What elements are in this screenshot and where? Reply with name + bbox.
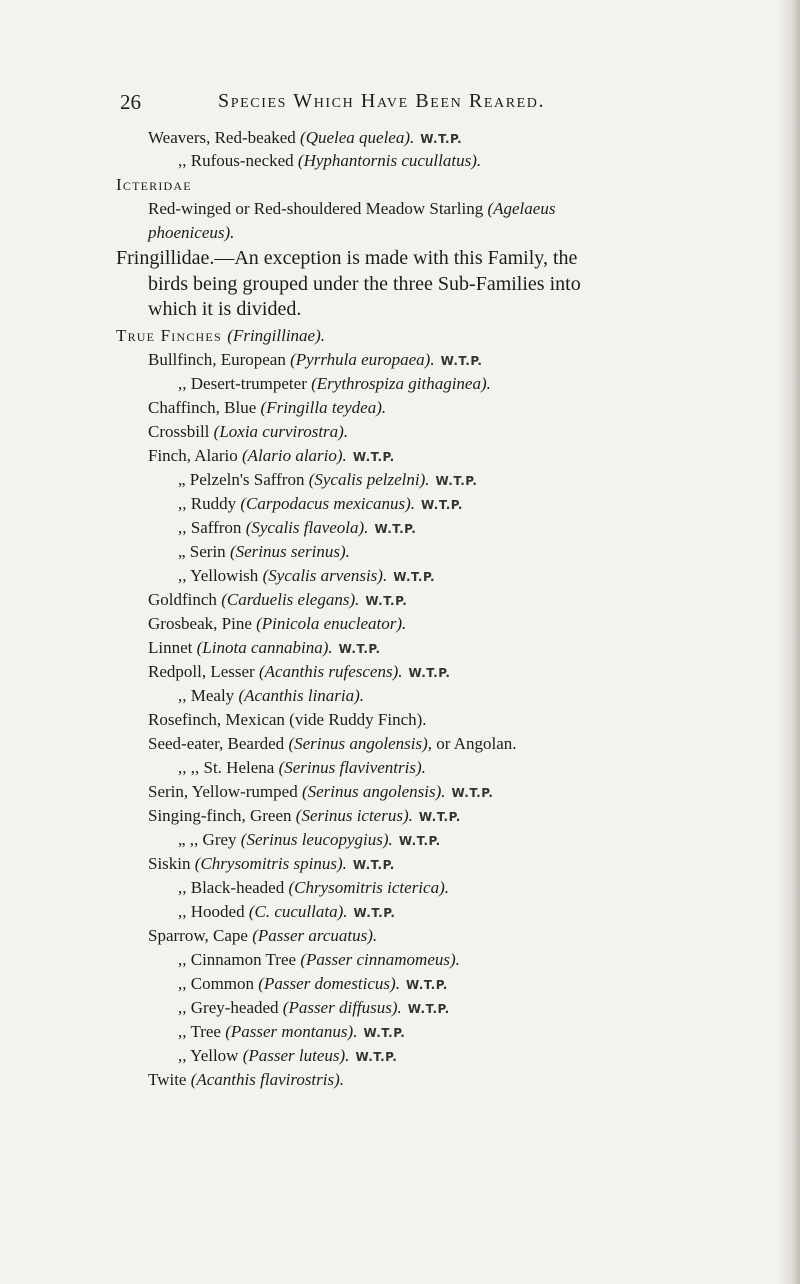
line-text: Seed-eater, Bearded bbox=[148, 734, 289, 753]
species-line bbox=[148, 421, 348, 443]
species-line bbox=[178, 997, 450, 1020]
line-text: ,, Grey-headed bbox=[178, 998, 283, 1017]
scientific-name: (Chrysomitris icterica). bbox=[288, 878, 449, 897]
handwritten-annotation: W.T.P. bbox=[353, 906, 396, 920]
line-text: Twite bbox=[148, 1070, 191, 1089]
species-line bbox=[178, 373, 491, 395]
line-text: Rosefinch, Mexican (vide Ruddy Finch). bbox=[148, 710, 427, 729]
species-line bbox=[148, 589, 407, 612]
line-text: Chaffinch, Blue bbox=[148, 398, 261, 417]
species-line bbox=[178, 541, 350, 563]
scientific-name: (Pinicola enucleator). bbox=[256, 614, 407, 633]
species-line bbox=[148, 853, 395, 876]
handwritten-annotation: W.T.P. bbox=[355, 1050, 398, 1064]
handwritten-annotation: W.T.P. bbox=[352, 450, 395, 464]
line-text: „ Serin bbox=[178, 542, 230, 561]
handwritten-annotation: W.T.P. bbox=[398, 834, 441, 848]
species-line bbox=[178, 949, 460, 971]
species-line bbox=[116, 325, 325, 347]
line-text: ,, Black-headed bbox=[178, 878, 289, 897]
species-line bbox=[148, 781, 493, 804]
line-text: ,, Tree bbox=[178, 1022, 226, 1041]
species-line bbox=[148, 613, 406, 635]
line-text: Bullfinch, European bbox=[148, 350, 291, 369]
line-text: Serin, Yellow-rumped bbox=[148, 782, 302, 801]
line-text: ,, Hooded bbox=[178, 902, 249, 921]
species-line bbox=[148, 733, 517, 755]
species-line bbox=[178, 829, 441, 852]
scientific-name: (Agelaeus bbox=[487, 199, 556, 218]
scientific-name: (Fringillinae). bbox=[227, 326, 326, 345]
species-line bbox=[148, 925, 377, 947]
scientific-name: (Quelea quelea). bbox=[300, 128, 415, 147]
handwritten-annotation: W.T.P. bbox=[421, 498, 463, 512]
species-line bbox=[178, 757, 426, 779]
species-line bbox=[148, 349, 482, 372]
line-text: Linnet bbox=[148, 638, 197, 657]
scientific-name: (Passer montanus). bbox=[225, 1022, 358, 1041]
page-number: 26 bbox=[120, 90, 141, 114]
scientific-name: (Acanthis rufescens). bbox=[258, 662, 403, 681]
line-text: ,, Saffron bbox=[178, 518, 246, 537]
scientific-name: (Pyrrhula europaea). bbox=[290, 350, 435, 369]
line-text: ,, Ruddy bbox=[178, 494, 241, 513]
scientific-name: (Acanthis flavirostris). bbox=[190, 1070, 345, 1089]
species-line bbox=[148, 273, 581, 295]
scientific-name: (Acanthis linaria). bbox=[238, 686, 365, 705]
line-text: ,, Cinnamon Tree bbox=[178, 950, 301, 969]
handwritten-annotation: W.T.P. bbox=[420, 132, 463, 146]
species-line bbox=[148, 445, 395, 468]
line-text: ,, Common bbox=[178, 974, 259, 993]
species-line bbox=[178, 973, 448, 996]
scientific-name: (Linota cannabina). bbox=[196, 638, 333, 657]
species-line bbox=[148, 1069, 344, 1091]
species-line bbox=[178, 469, 477, 492]
scientific-name: (Passer luteus). bbox=[242, 1046, 350, 1065]
scientific-name: (Loxia curvirostra). bbox=[213, 422, 349, 441]
running-title: Species Which Have Been Reared. bbox=[218, 90, 546, 112]
line-text: Grosbeak, Pine bbox=[148, 614, 257, 633]
handwritten-annotation: W.T.P. bbox=[352, 858, 395, 872]
page-edge-shadow bbox=[778, 0, 800, 1284]
scientific-name: (Erythrospiza githaginea). bbox=[311, 374, 491, 393]
handwritten-annotation: W.T.P. bbox=[338, 642, 381, 656]
line-text: True Finches bbox=[116, 326, 228, 345]
scientific-name: (Passer diffusus). bbox=[282, 998, 402, 1017]
scientific-name: (Hyphantornis cucullatus). bbox=[297, 151, 482, 170]
species-line bbox=[148, 805, 461, 828]
line-text: which it is divided. bbox=[148, 298, 302, 320]
species-line bbox=[148, 397, 386, 419]
scientific-name: phoeniceus). bbox=[148, 223, 235, 242]
line-text: „ ,, Grey bbox=[178, 830, 241, 849]
scientific-name: (Passer arcuatus). bbox=[252, 926, 378, 945]
scientific-name: (Chrysomitris spinus). bbox=[194, 854, 347, 873]
scientific-name: (Serinus flaviventris). bbox=[278, 758, 426, 777]
handwritten-annotation: W.T.P. bbox=[451, 786, 494, 800]
line-text-after: or Angolan. bbox=[431, 734, 517, 753]
line-text: ,, Yellow bbox=[178, 1046, 243, 1065]
line-text: ,, Desert-trumpeter bbox=[178, 374, 312, 393]
line-text: Redpoll, Lesser bbox=[148, 662, 259, 681]
species-line bbox=[116, 174, 192, 196]
line-text: Sparrow, Cape bbox=[148, 926, 253, 945]
species-line bbox=[148, 198, 555, 220]
scientific-name: (Alario alario). bbox=[241, 446, 347, 465]
line-text: Icteridae bbox=[116, 175, 192, 194]
handwritten-annotation: W.T.P. bbox=[440, 354, 483, 368]
scientific-name: (Serinus icterus). bbox=[295, 806, 413, 825]
scientific-name: (C. cucullata). bbox=[248, 902, 348, 921]
scientific-name: (Carpodacus mexicanus). bbox=[240, 494, 416, 513]
species-line bbox=[178, 517, 416, 540]
species-line bbox=[178, 1021, 405, 1044]
species-line bbox=[178, 493, 463, 516]
line-text: ,, Rufous-necked bbox=[178, 151, 298, 170]
species-line bbox=[178, 877, 449, 899]
species-line bbox=[178, 901, 395, 924]
species-line bbox=[148, 298, 301, 320]
handwritten-annotation: W.T.P. bbox=[405, 978, 448, 992]
species-line bbox=[178, 150, 481, 172]
line-text: Finch, Alario bbox=[148, 446, 242, 465]
scientific-name: (Carduelis elegans). bbox=[221, 590, 360, 609]
scientific-name: (Sycalis arvensis). bbox=[262, 566, 388, 585]
scientific-name: (Serinus serinus). bbox=[229, 542, 350, 561]
species-line bbox=[178, 1045, 397, 1068]
handwritten-annotation: W.T.P. bbox=[418, 810, 461, 824]
line-text: ,, ,, St. Helena bbox=[178, 758, 279, 777]
handwritten-annotation: W.T.P. bbox=[393, 570, 436, 584]
handwritten-annotation: W.T.P. bbox=[365, 594, 408, 608]
scientific-name: (Sycalis pelzelni). bbox=[308, 470, 430, 489]
page-header bbox=[120, 90, 700, 118]
scientific-name: (Fringilla teydea). bbox=[260, 398, 387, 417]
species-line bbox=[148, 637, 381, 660]
line-text: „ Pelzeln's Saffron bbox=[178, 470, 309, 489]
line-text: Goldfinch bbox=[148, 590, 222, 609]
line-text: ,, Mealy bbox=[178, 686, 239, 705]
scientific-name: (Sycalis flaveola). bbox=[245, 518, 369, 537]
line-text: Siskin bbox=[148, 854, 195, 873]
line-text: Red-winged or Red-shouldered Meadow Starling bbox=[148, 199, 488, 218]
scientific-name: (Serinus angolensis). bbox=[301, 782, 446, 801]
line-text: Weavers, Red-beaked bbox=[148, 128, 301, 147]
scientific-name: (Passer domesticus). bbox=[258, 974, 400, 993]
handwritten-annotation: W.T.P. bbox=[408, 666, 451, 680]
line-text: Crossbill bbox=[148, 422, 214, 441]
line-text: ,, Yellowish bbox=[178, 566, 263, 585]
line-text: birds being grouped under the three Sub-Families into bbox=[148, 273, 581, 295]
species-line bbox=[148, 222, 234, 244]
line-text: Fringillidae.—An exception is made with this Family, the bbox=[116, 247, 578, 269]
scientific-name: (Serinus angolensis), bbox=[288, 734, 432, 753]
species-line bbox=[178, 565, 435, 588]
scientific-name: (Serinus leucopygius). bbox=[240, 830, 393, 849]
species-line bbox=[148, 709, 427, 731]
scientific-name: (Passer cinnamomeus). bbox=[300, 950, 460, 969]
handwritten-annotation: W.T.P. bbox=[407, 1002, 450, 1016]
species-line bbox=[178, 685, 364, 707]
handwritten-annotation: W.T.P. bbox=[363, 1026, 406, 1040]
handwritten-annotation: W.T.P. bbox=[374, 522, 417, 536]
line-text: Singing-finch, Green bbox=[148, 806, 296, 825]
handwritten-annotation: W.T.P. bbox=[435, 474, 478, 488]
species-line bbox=[116, 247, 577, 269]
species-line bbox=[148, 127, 462, 150]
species-line bbox=[148, 661, 450, 684]
